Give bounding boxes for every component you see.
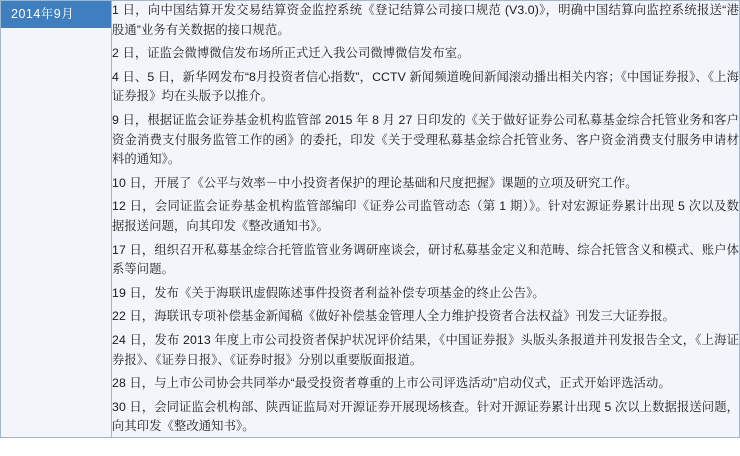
entry-item: 12 日，会同证监会证券基金机构监管部编印《证券公司监管动态（第 1 期）》。针对宏源证券累计出现 5 次以及数据报送问题，向其印发《整改通知书》。 — [112, 199, 739, 233]
table-row — [1, 1, 740, 438]
entries-column — [112, 1, 740, 438]
entry-item: 30 日，会同证监会机构部、陕西证监局对开源证券开展现场核查。针对开源证券累计出现 5 次以上数据报送问题，向其印发《整改通知书》。 — [112, 399, 739, 434]
entry-item: 1 日，向中国结算开发交易结算资金监控系统《登记结算公司接口规范 (V3.0)》，明确中国结算向监控系统报送“港股通”业务有关数据的接口规范。 — [112, 3, 739, 37]
entry-item: 19 日，发布《关于海联讯虚假陈述事件投资者利益补偿专项基金的终止公告》。 — [112, 285, 545, 300]
entry-item: 9 日，根据证监会证券基金机构监管部 2015 年 8 月 27 日印发的《关于做好证券公司私募基金综合托管业务和客户资金消费支付服务监管工作的函》的委托，印发《关于受理私募基金综合托管业务、客户资金消费支付服务申请材料的通知》。 — [112, 112, 739, 167]
period-column — [1, 1, 112, 438]
entry-item: 28 日，与上市公司协会共同举办“最受投资者尊重的上市公司评选活动”启动仪式，正式开始评选活动。 — [112, 376, 671, 391]
period-label: 2014年9月 — [1, 1, 111, 28]
entry-item: 17 日，组织召开私募基金综合托管监管业务调研座谈会，研讨私募基金定义和范畴、综合托管含义和模式、账户体系等问题。 — [112, 242, 739, 277]
entry-item: 24 日，发布 2013 年度上市公司投资者保护状况评价结果，《中国证券报》头版头条报道并刊发报告全文，《上海证券报》、《证券日报》、《证券时报》分别以重要版面报道。 — [112, 332, 739, 367]
entry-item: 22 日，海联讯专项补偿基金新闻稿《做好补偿基金管理人全力维护投资者合法权益》刊发三大证券报。 — [112, 309, 675, 324]
entry-item: 10 日，开展了《公平与效率－中小投资者保护的理论基础和尺度把握》课题的立项及研究工作。 — [112, 175, 638, 190]
entry-item: 2 日，证监会微博微信发布场所正式迁入我公司微博微信发布室。 — [112, 46, 470, 61]
period-spacer — [1, 28, 111, 428]
entry-item: 4 日、5 日，新华网发布“8月投资者信心指数”，CCTV 新闻频道晚间新闻滚动播出相关内容；《中国证券报》、《上海证券报》均在头版予以推介。 — [112, 69, 739, 104]
